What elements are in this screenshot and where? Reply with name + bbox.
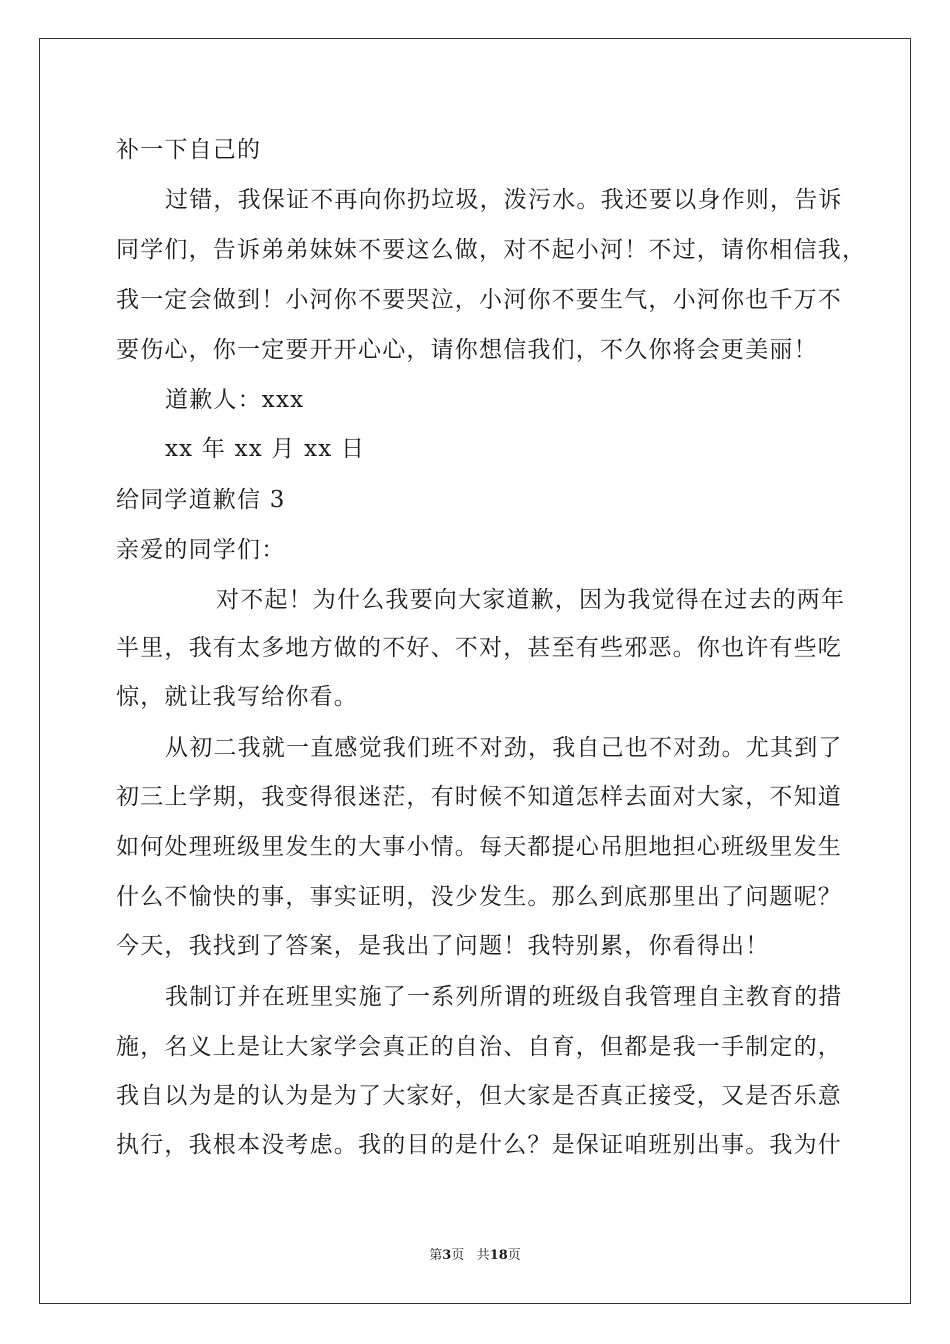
text-line: 我制订并在班里实施了一系列所谓的班级自我管理自主教育的措	[165, 984, 843, 1010]
text-line: 惊，就让我写给你看。	[116, 684, 358, 710]
total-prefix: 共	[476, 1248, 490, 1263]
salutation: 亲爱的同学们：	[116, 537, 286, 563]
text-line: 初三上学期，我变得很迷茫，有时候不知道怎样去面对大家，不知道	[116, 784, 842, 810]
text-line: 执行，我根本没考虑。我的目的是什么？是保证咱班别出事。我为什	[116, 1132, 842, 1158]
text-line: 我一定会做到！小河你不要哭泣，小河你不要生气，小河你也千万不	[116, 287, 842, 313]
text-line: 施，名义上是让大家学会真正的自治、自育，但都是我一手制定的，	[116, 1034, 842, 1060]
total-suffix: 页	[507, 1248, 521, 1263]
total-pages: 18	[489, 1248, 508, 1263]
text-line: 什么不愉快的事，事实证明，没少发生。那么到底那里出了问题呢？	[116, 884, 842, 910]
text-line: 从初二我就一直感觉我们班不对劲，我自己也不对劲。尤其到了	[165, 735, 843, 761]
text-line: 今天，我找到了答案，是我出了问题！我特别累，你看得出！	[116, 933, 770, 959]
text-line: 对不起！为什么我要向大家道歉，因为我觉得在过去的两年	[216, 587, 846, 613]
page-footer	[0, 1247, 950, 1265]
page-prefix: 第	[429, 1248, 443, 1263]
text-line: 半里，我有太多地方做的不好、不对，甚至有些邪恶。你也许有些吃	[116, 635, 842, 661]
page-suffix: 页	[451, 1248, 465, 1263]
text-line: 过错，我保证不再向你扔垃圾，泼污水。我还要以身作则，告诉	[165, 187, 843, 213]
signature-line: 道歉人：xxx	[165, 387, 305, 413]
section-title: 给同学道歉信 3	[116, 487, 286, 513]
date-line: xx 年 xx 月 xx 日	[165, 436, 366, 462]
text-line: 同学们，告诉弟弟妹妹不要这么做，对不起小河！不过，请你相信我，	[116, 237, 867, 263]
text-line: 如何处理班级里发生的大事小情。每天都提心吊胆地担心班级里发生	[116, 834, 842, 860]
text-line: 要伤心，你一定要开开心心，请你想信我们，不久你将会更美丽！	[116, 337, 818, 363]
page-number: 3	[442, 1248, 452, 1263]
page-frame	[39, 38, 911, 1304]
text-line: 补一下自己的	[116, 137, 262, 163]
text-line: 我自以为是的认为是为了大家好，但大家是否真正接受，又是否乐意	[116, 1083, 842, 1109]
